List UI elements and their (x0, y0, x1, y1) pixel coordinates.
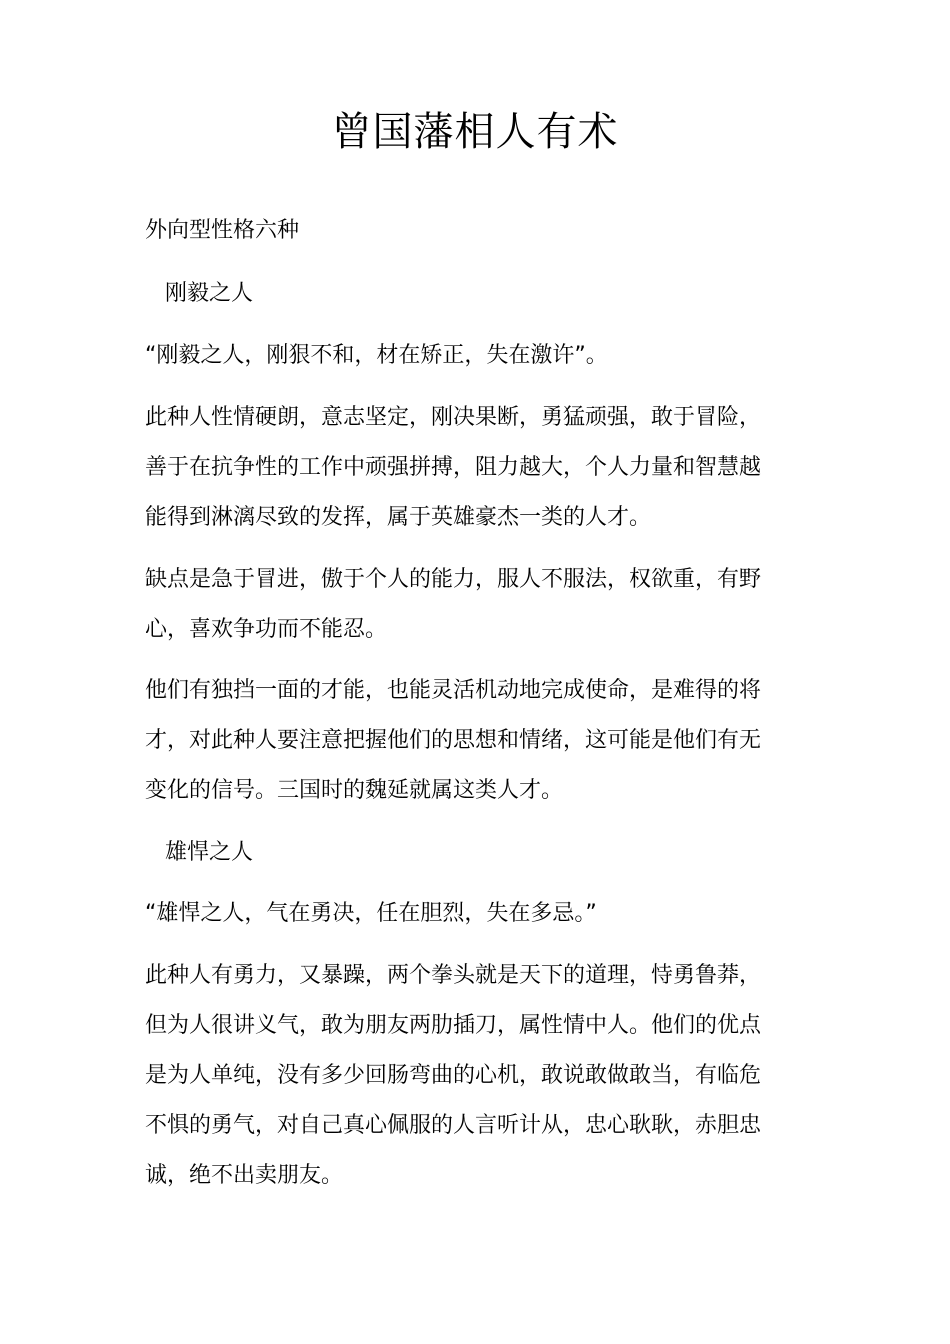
paragraph-line: 是为人单纯，没有多少回肠弯曲的心机，敢说敢做敢当，有临危 (145, 1063, 762, 1088)
paragraph-line: 善于在抗争性的工作中顽强拼搏，阻力越大，个人力量和智慧越 (145, 455, 762, 480)
paragraph-line: 此种人有勇力，又暴躁，两个拳头就是天下的道理，恃勇鲁莽， (145, 963, 762, 988)
paragraph-line: 能得到淋漓尽致的发挥，属于英雄豪杰一类的人才。 (145, 505, 652, 530)
paragraph-line: 心，喜欢争功而不能忍。 (145, 617, 388, 642)
paragraph-line: 他们有独挡一面的才能，也能灵活机动地完成使命，是难得的将 (145, 678, 762, 703)
document-title: 曾国藩相人有术 (331, 109, 619, 155)
paragraph-line: 才，对此种人要注意把握他们的思想和情绪，这可能是他们有无 (145, 728, 762, 753)
paragraph-line: 不惧的勇气，对自己真心佩服的人言听计从，忠心耿耿，赤胆忠 (145, 1113, 762, 1138)
paragraph-line: 缺点是急于冒进，傲于个人的能力，服人不服法，权欲重，有野 (145, 567, 762, 592)
quote-gangyi: “刚毅之人，刚狠不和，材在矫正，失在激许”。 (145, 343, 608, 368)
paragraph-line: 此种人性情硬朗，意志坚定，刚决果断，勇猛顽强，敢于冒险， (145, 405, 762, 430)
paragraph-line: 诚，绝不出卖朋友。 (145, 1163, 344, 1188)
paragraph-line: 但为人很讲义气，敢为朋友两肋插刀，属性情中人。他们的优点 (145, 1013, 762, 1038)
quote-xionghan: “雄悍之人，气在勇决，任在胆烈，失在多忌。” (145, 901, 597, 926)
subheading-gangyi: 刚毅之人 (165, 281, 254, 306)
subheading-xionghan: 雄悍之人 (165, 840, 254, 865)
paragraph-line: 变化的信号。三国时的魏延就属这类人才。 (145, 778, 564, 803)
section-heading: 外向型性格六种 (145, 218, 300, 243)
